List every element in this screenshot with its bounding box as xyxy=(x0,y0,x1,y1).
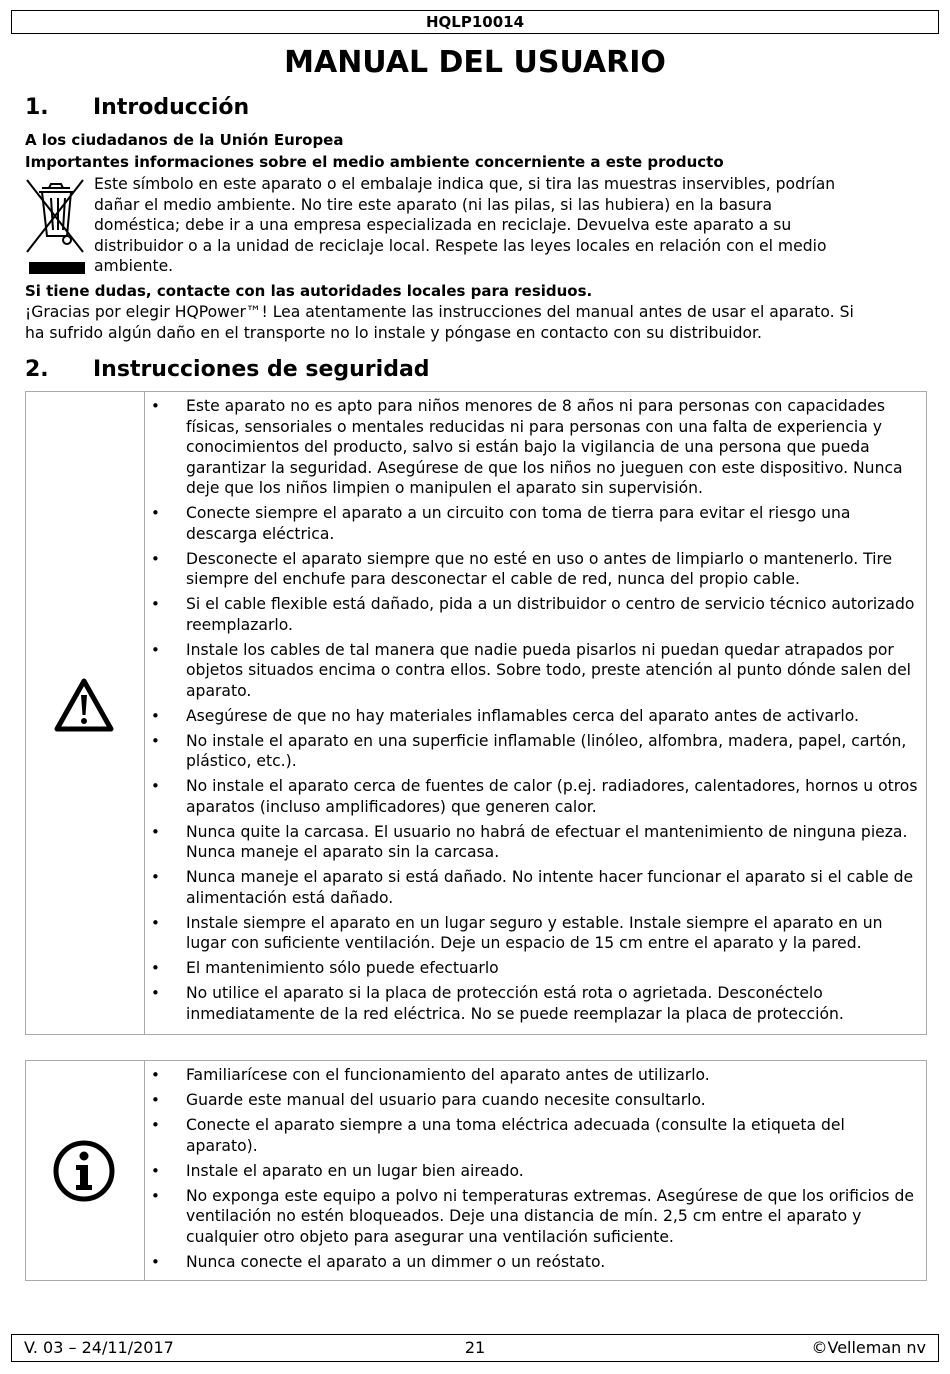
info-circle-icon xyxy=(52,1139,116,1203)
warning-icon-cell xyxy=(26,392,145,1034)
warning-triangle-icon xyxy=(53,677,115,733)
info-box xyxy=(25,1060,927,1281)
list-item: • Si el cable flexible está dañado, pida a un distribuidor o centro de servicio técnico autorizado reemplazarlo. xyxy=(144,594,926,635)
eu-citizens-heading: A los ciudadanos de la Unión Europea xyxy=(25,131,344,149)
section-number: 1. xyxy=(25,95,49,120)
list-item: • El mantenimiento sólo puede efectuarlo xyxy=(144,958,926,979)
weee-text: Este símbolo en este aparato o el embalaje indica que, si tira las muestras inservibles, podrían dañar el medio ambiente. No tire este aparato (ni las pilas, si las hubiera) en la basura doméstica; debe ir a una empresa especializada en reciclaje. Devuelva este aparato a su distribuidor o a la unidad de reciclaje local. Respete las leyes locales en relación con el medio ambiente. xyxy=(94,175,836,275)
list-item: • Instale los cables de tal manera que nadie pueda pisarlos ni puedan quedar atrapados por objetos situados encima o contra ellos. Sobre todo, preste atención al punto dónde salen del aparato. xyxy=(144,640,926,702)
footer-copyright: ©Velleman nv xyxy=(811,1338,926,1357)
section-1-heading xyxy=(25,94,249,122)
footer xyxy=(11,1334,939,1362)
list-item: • Nunca quite la carcasa. El usuario no habrá de efectuar el mantenimiento de ninguna pieza. Nunca maneje el aparato sin la carcasa. xyxy=(144,822,926,863)
list-item: • Conecte el aparato siempre a una toma eléctrica adecuada (consulte la etiqueta del aparato). xyxy=(144,1115,926,1156)
header-code: HQLP10014 xyxy=(11,10,939,34)
list-item: • Familiarícese con el funcionamiento del aparato antes de utilizarlo. xyxy=(144,1065,926,1086)
environment-heading: Importantes informaciones sobre el medio ambiente concerniente a este producto xyxy=(25,153,724,171)
thanks-text: ¡Gracias por elegir HQPower™! Lea atentamente las instrucciones del manual antes de usar el aparato. Si ha sufrido algún daño en el transporte no lo instale y póngase en contacto con su distribuidor. xyxy=(25,303,854,342)
list-item: • Asegúrese de que no hay materiales inflamables cerca del aparato antes de activarlo. xyxy=(144,706,926,727)
info-list xyxy=(144,1061,926,1277)
list-item: • Guarde este manual del usuario para cuando necesite consultarlo. xyxy=(144,1090,926,1111)
list-item: • Nunca maneje el aparato si está dañado. No intente hacer funcionar el aparato si el cable de alimentación está dañado. xyxy=(144,867,926,908)
weee-crossed-bin-icon xyxy=(25,178,87,278)
list-item: • Instale el aparato en un lugar bien aireado. xyxy=(144,1161,926,1182)
section-title: Introducción xyxy=(93,95,250,120)
section-2-heading xyxy=(25,356,430,384)
footer-page-number: 21 xyxy=(464,1338,486,1357)
footer-version: V. 03 – 24/11/2017 xyxy=(24,1338,174,1357)
list-item: • Instale siempre el aparato en un lugar seguro y estable. Instale siempre el aparato en un lugar con suficiente ventilación. Deje un espacio de 15 cm entre el aparato y la pared. xyxy=(144,913,926,954)
section-number: 2. xyxy=(25,357,49,382)
list-item: • Desconecte el aparato siempre que no esté en uso o antes de limpiarlo o mantenerlo. Tire siempre del enchufe para desconectar el cable de red, nunca del propio cable. xyxy=(144,549,926,590)
info-icon-cell xyxy=(26,1061,145,1280)
list-item: • Nunca conecte el aparato a un dimmer o un reóstato. xyxy=(144,1252,926,1273)
list-item: • Este aparato no es apto para niños menores de 8 años ni para personas con capacidades físicas, sensoriales o mentales reducidas ni para personas con una falta de experiencia y conocimientos del producto, salvo si están bajo la vigilancia de una persona que pueda garantizar la seguridad. Asegúrese de que los niños no jueguen con este dispositivo. Nunca deje que los niños limpien o manipulen el aparato sin supervisión. xyxy=(144,396,926,499)
list-item: • Conecte siempre el aparato a un circuito con toma de tierra para evitar el riesgo una descarga eléctrica. xyxy=(144,503,926,544)
list-item: • No instale el aparato en una superficie inflamable (linóleo, alfombra, madera, papel, cartón, plástico, etc.). xyxy=(144,731,926,772)
list-item: • No exponga este equipo a polvo ni temperaturas extremas. Asegúrese de que los orificios de ventilación no estén bloqueados. Deje una distancia de mín. 2,5 cm entre el aparato y cualquier otro objeto para asegurar una ventilación suficiente. xyxy=(144,1186,926,1248)
page-title: MANUAL DEL USUARIO xyxy=(284,45,666,80)
doubts-text: Si tiene dudas, contacte con las autoridades locales para residuos. xyxy=(25,282,593,300)
section-title: Instrucciones de seguridad xyxy=(93,357,430,382)
warning-list xyxy=(144,392,926,1029)
list-item: • No instale el aparato cerca de fuentes de calor (p.ej. radiadores, calentadores, hornos u otros aparatos (incluso amplificadores) que generen calor. xyxy=(144,776,926,817)
list-item: • No utilice el aparato si la placa de protección está rota o agrietada. Desconéctelo inmediatamente de la red eléctrica. No se puede reemplazar la placa de protección. xyxy=(144,983,926,1024)
warning-box xyxy=(25,391,927,1035)
